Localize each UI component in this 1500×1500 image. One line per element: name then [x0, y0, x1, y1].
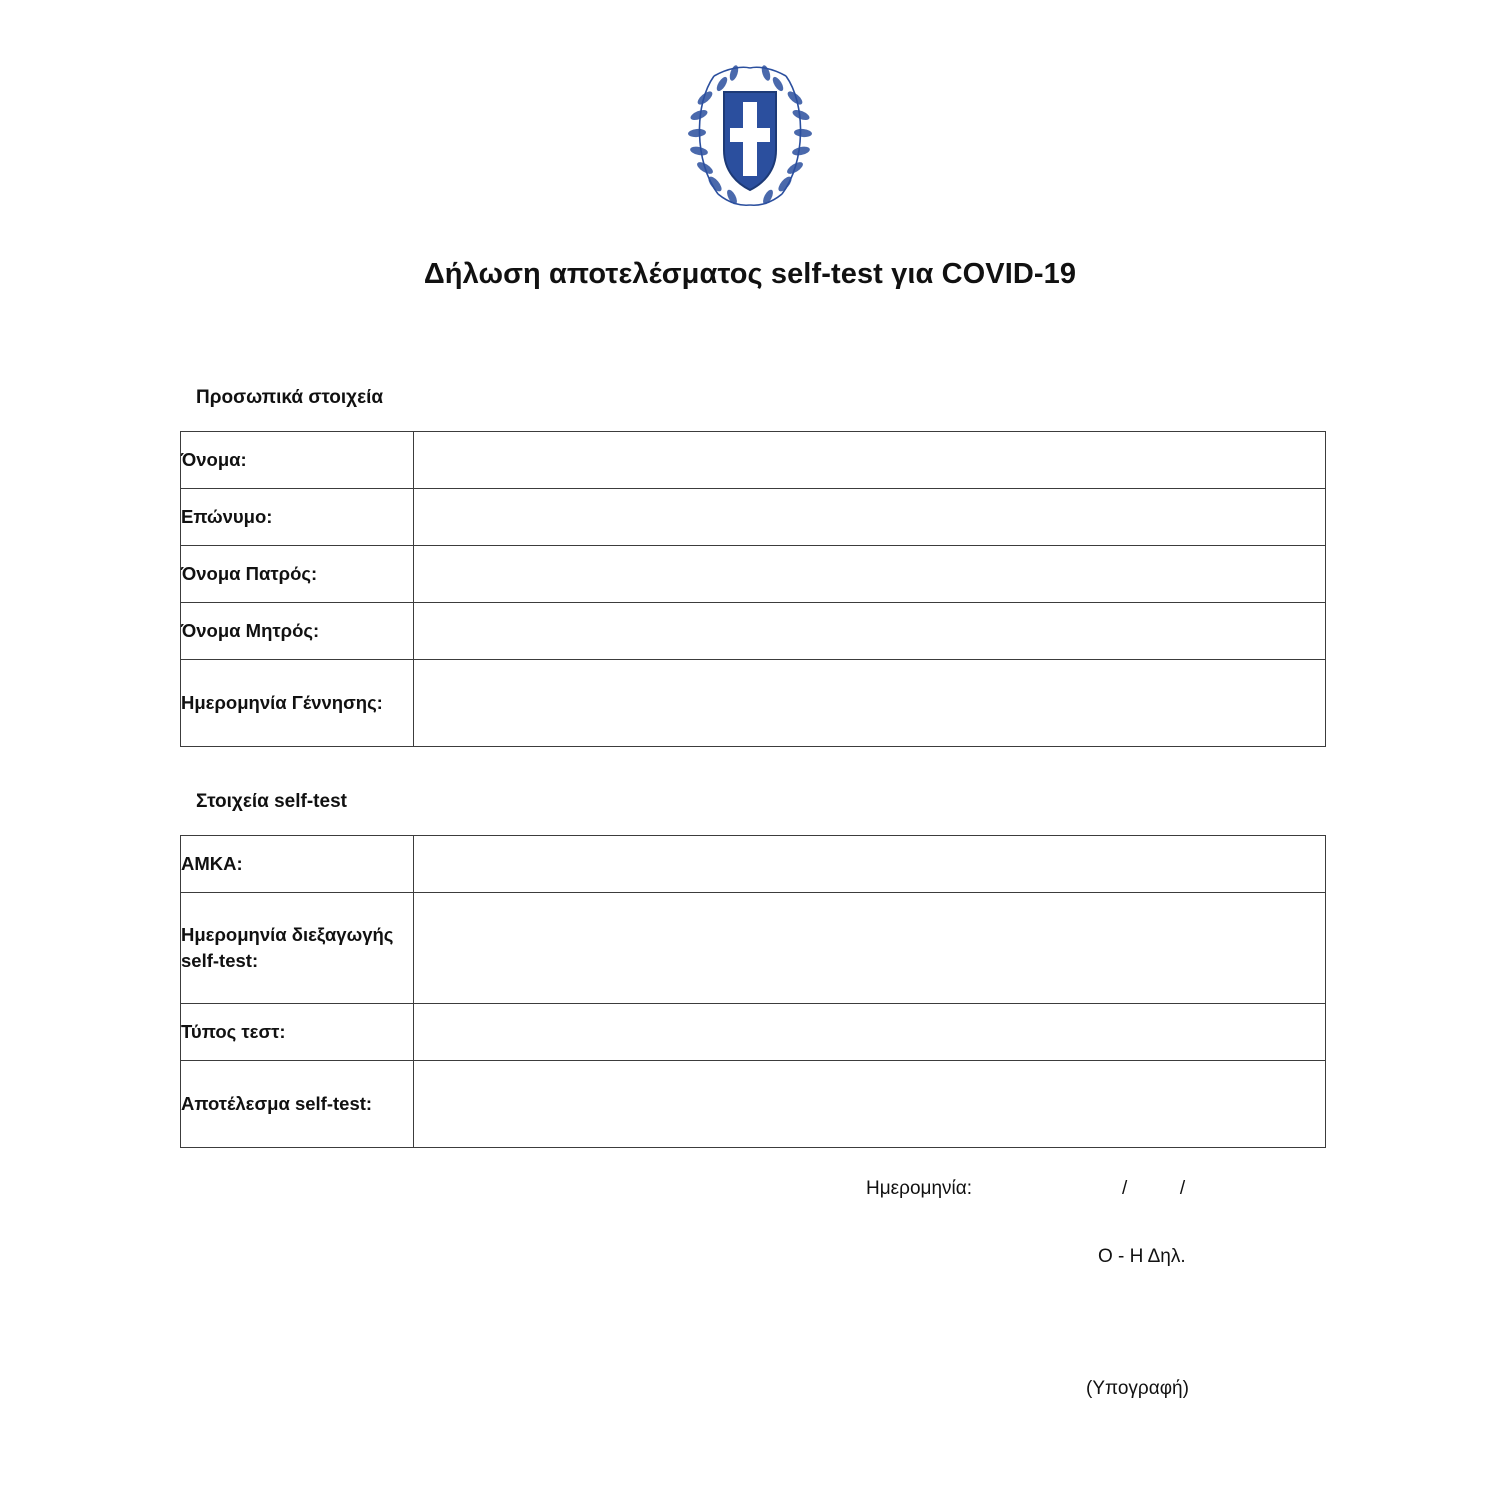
- table-row: [181, 660, 1326, 747]
- table-row: [181, 836, 1326, 893]
- field-value-first-name[interactable]: [414, 432, 1326, 489]
- section-heading-selftest: Στοιχεία self-test: [196, 791, 347, 812]
- emblem-container: [0, 0, 1500, 210]
- field-value-selftest-date[interactable]: [414, 893, 1326, 1004]
- field-label-selftest-date: Ημερομηνία διεξαγωγής self-test:: [181, 893, 414, 1004]
- table-row: [181, 893, 1326, 1004]
- field-label-father-name: Όνομα Πατρός:: [181, 546, 414, 603]
- date-label: Ημερομηνία:: [866, 1178, 973, 1199]
- signature-block: [0, 1178, 1500, 1400]
- table-row: [181, 489, 1326, 546]
- personal-details-table: [180, 431, 1326, 747]
- selftest-details-table: [180, 835, 1326, 1148]
- table-row: [181, 603, 1326, 660]
- declarant-label: Ο - Η Δηλ.: [1098, 1246, 1186, 1267]
- field-value-test-type[interactable]: [414, 1004, 1326, 1061]
- field-value-father-name[interactable]: [414, 546, 1326, 603]
- field-value-mother-name[interactable]: [414, 603, 1326, 660]
- field-value-last-name[interactable]: [414, 489, 1326, 546]
- field-label-test-type: Τύπος τεστ:: [181, 1004, 414, 1061]
- field-label-selftest-result: Αποτέλεσμα self-test:: [181, 1061, 414, 1148]
- page-title: Δήλωση αποτελέσματος self-test για COVID-19: [423, 258, 1077, 290]
- date-line: [866, 1178, 1500, 1200]
- field-value-selftest-result[interactable]: [414, 1061, 1326, 1148]
- section-heading-personal: Προσωπικά στοιχεία: [196, 387, 384, 408]
- table-row: [181, 1061, 1326, 1148]
- field-label-amka: ΑΜΚΑ:: [181, 836, 414, 893]
- field-value-amka[interactable]: [414, 836, 1326, 893]
- signature-label: (Υπογραφή): [1086, 1378, 1189, 1399]
- field-value-birth-date[interactable]: [414, 660, 1326, 747]
- field-label-last-name: Επώνυμο:: [181, 489, 414, 546]
- date-separators: / /: [1122, 1178, 1200, 1199]
- table-row: [181, 1004, 1326, 1061]
- field-label-first-name: Όνομα:: [181, 432, 414, 489]
- field-label-birth-date: Ημερομηνία Γέννησης:: [181, 660, 414, 747]
- field-label-mother-name: Όνομα Μητρός:: [181, 603, 414, 660]
- table-row: [181, 546, 1326, 603]
- table-row: [181, 432, 1326, 489]
- greek-republic-coat-of-arms-icon: [684, 58, 816, 210]
